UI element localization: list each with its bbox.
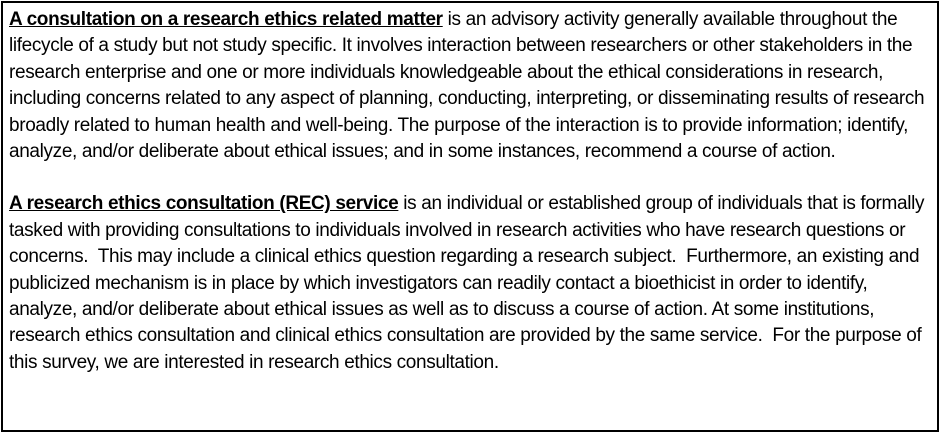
paragraph-rec-service-body: is an individual or established group of individuals that is formally tasked with providing consultations to individuals involved in research activities who have research questions or concerns. This may include a clinical ethics question regarding a research subject. Furthermore, an existing and publicized mechanism is in place by which investigators can readily contact a bioethicist in order to identify, analyze, and/or deliberate about ethical issues as well as to discuss a course of action. At some institutions, research ethics consultation and clinical ethics consultation are provided by the same service. For the purpose of this survey, we are interested in research ethics consultation. — [9, 193, 930, 373]
paragraph-rec-service-definition — [9, 191, 931, 376]
paragraph-consultation-definition — [9, 7, 931, 165]
term-consultation-on-research-ethics: A consultation on a research ethics related matter — [9, 9, 443, 30]
definitions-text-box — [1, 1, 939, 432]
term-rec-service: A research ethics consultation (REC) service — [9, 193, 399, 215]
paragraph-consultation-body: is an advisory activity generally available throughout the lifecycle of a study but not study specific. It involves interaction between researchers or other stakeholders in the research enterprise and one or more individuals knowledgeable about the ethical considerations in research, including concerns related to any aspect of planning, conducting, interpreting, or disseminating results of research broadly related to human health and well-being. The purpose of the interaction is to provide information; identify, analyze, and/or deliberate about ethical issues; and in some instances, recommend a course of action. — [9, 9, 930, 163]
